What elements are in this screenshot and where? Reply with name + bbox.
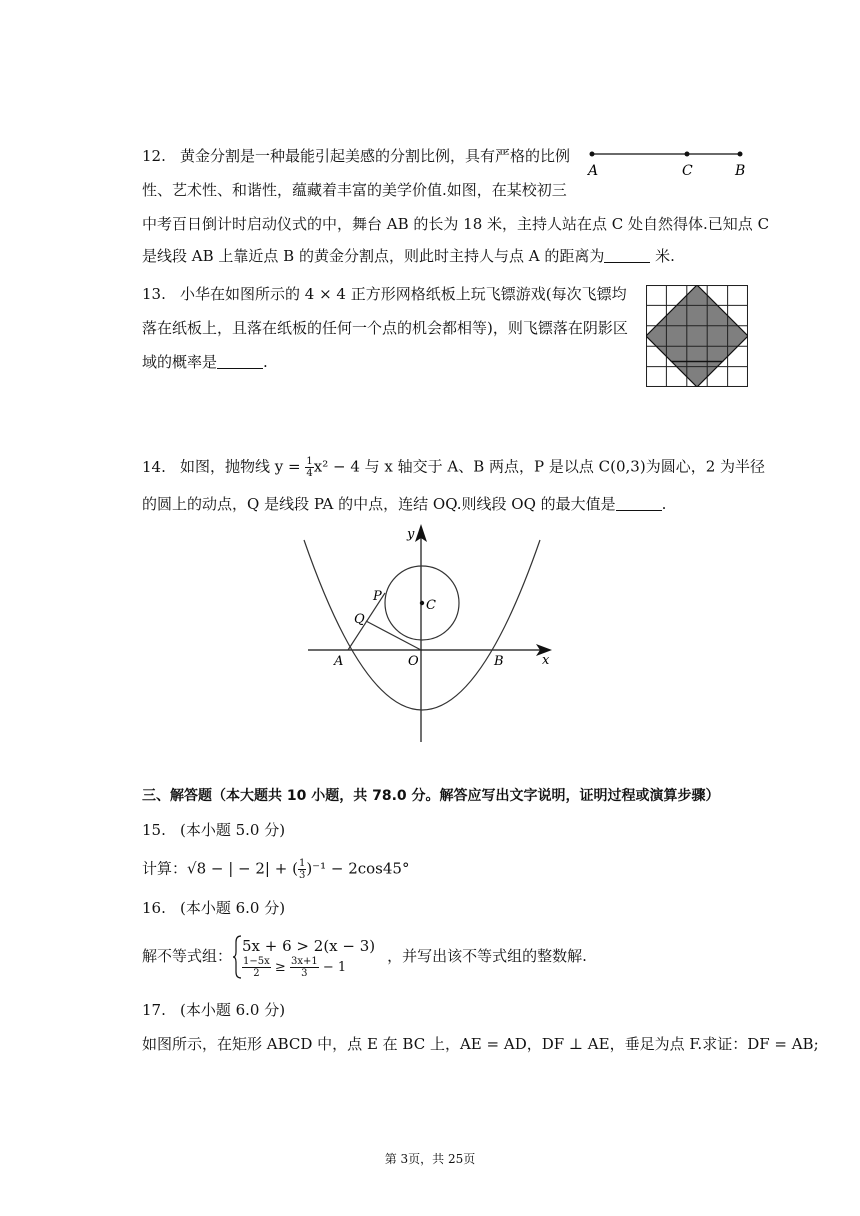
label-q: Q (354, 612, 365, 627)
q12-segment-figure (580, 140, 755, 182)
label-y: y (407, 527, 415, 542)
q16-number: 16. (142, 899, 166, 917)
segment-oq (366, 621, 421, 650)
q17-header: 17. (本小题 6.0 分) (142, 1001, 286, 1019)
q12-line4: 是线段 AB 上靠近点 B 的黄金分割点，则此时主持人与点 A 的距离为 米. (142, 247, 675, 265)
point-c (685, 152, 690, 157)
label-b: B (494, 654, 504, 669)
q14-line2: 的圆上的动点，Q 是线段 PA 的中点，连结 OQ.则线段 OQ 的最大值是 . (142, 495, 667, 513)
q13-line1: 13. 小华在如图所示的 4 × 4 正方形网格纸板上玩飞镖游戏(每次飞镖均 (142, 285, 627, 303)
point-a (590, 152, 595, 157)
q15-header: 15. (本小题 5.0 分) (142, 821, 286, 839)
q12-number: 12. (142, 147, 166, 165)
label-a: A (334, 654, 344, 669)
inequality-2: $\frac{1-5x}{2}$ ≥ $\frac{3x+1}{3}$ − 1 (243, 955, 347, 979)
q14-fraction: $\frac{1}{4}$ (306, 456, 313, 479)
q15-fraction: $\frac{1}{3}$ (298, 858, 306, 881)
q13-number: 13. (142, 285, 166, 303)
q12-answer-blank[interactable] (604, 248, 650, 263)
label-b: B (735, 163, 746, 179)
q12-line2: 性、艺术性、和谐性，蕴藏着丰富的美学价值.如图，在某校初三 (142, 181, 567, 199)
q15-number: 15. (142, 821, 166, 839)
q16-body: 解不等式组： 5x + 6 > 2(x − 3) $\frac{1-5x}{2}$ ≥ $\frac{3x+1}{3}$ − 1 ，并写出该不等式组的整数解. (142, 932, 587, 978)
point-b (738, 152, 743, 157)
q12-line3: 中考百日倒计时启动仪式的中，舞台 AB 的长为 18 米，主持人站在点 C 处自然得体.已知点 C (142, 215, 770, 233)
q14-line1: 14. 如图，抛物线 y = $\frac{1}{4}$ x² − 4 与 x 轴交于 A、B 两点，P 是以点 C(0,3)为圆心，2 为半径 (142, 456, 766, 479)
section3-title: 三、解答题（本大题共 10 小题，共 78.0 分。解答应写出文字说明，证明过程或演算步骤） (142, 788, 720, 804)
inequality-system (232, 933, 375, 979)
q14-answer-blank[interactable] (616, 496, 662, 511)
q13-line2: 落在纸板上，且落在纸板的任何一个点的机会都相等)，则飞镖落在阴影区 (142, 319, 628, 337)
page-footer: 第 3页，共 25页 (384, 1152, 476, 1166)
label-p: P (373, 589, 382, 604)
q17-body: 如图所示，在矩形 ABCD 中，点 E 在 BC 上，AE = AD，DF ⊥ AE，垂足为点 F.求证：DF = AB; (142, 1035, 819, 1053)
center-c-point (420, 601, 424, 605)
inequality-1: 5x + 6 > 2(x − 3) (242, 936, 376, 955)
label-x: x (542, 653, 550, 668)
q13-line3: 域的概率是 . (142, 353, 268, 371)
left-brace (232, 935, 242, 979)
shaded-triangle (672, 362, 723, 388)
q13-answer-blank[interactable] (217, 354, 263, 369)
q14-parabola-figure (300, 520, 570, 745)
shaded-pentagon (646, 285, 748, 362)
q17-number: 17. (142, 1001, 166, 1019)
label-c: C (682, 163, 693, 179)
label-a: A (588, 163, 599, 179)
label-c: C (426, 598, 436, 613)
q16-header: 16. (本小题 6.0 分) (142, 899, 286, 917)
q13-grid-figure (646, 285, 748, 387)
q15-body: 计算：√8 − | − 2| + ( $\frac{1}{3}$ )⁻¹ − 2cos45° (142, 858, 410, 881)
q14-number: 14. (142, 457, 166, 476)
q12-line1: 12. 黄金分割是一种最能引起美感的分割比例，具有严格的比例 (142, 147, 571, 165)
label-o: O (408, 654, 419, 669)
